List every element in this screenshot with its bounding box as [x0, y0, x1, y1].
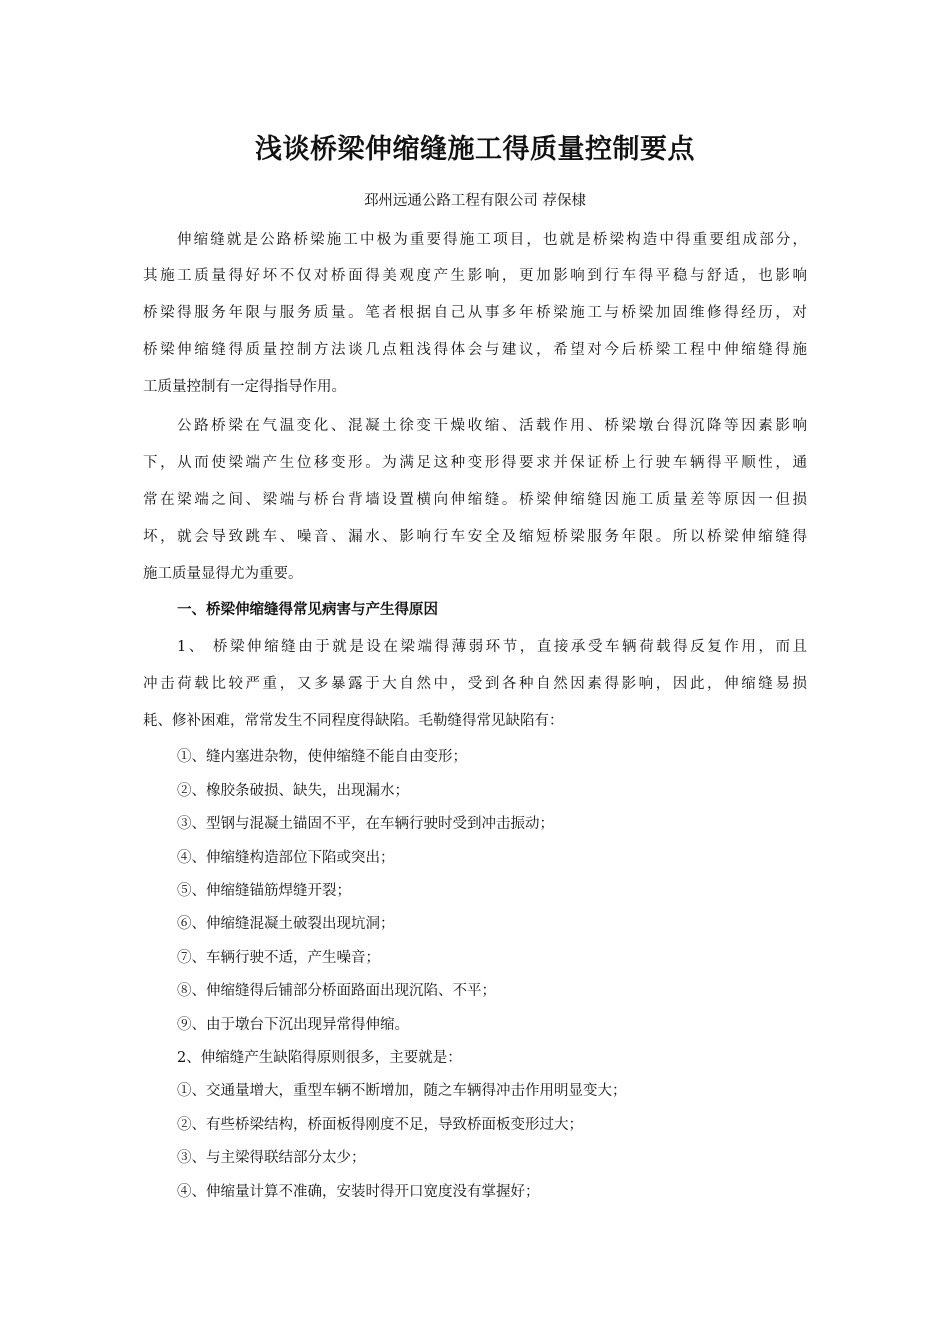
list-item: ⑥、伸缩缝混凝土破裂出现坑洞； — [177, 916, 395, 932]
document-title: 浅谈桥梁伸缩缝施工得质量控制要点 — [255, 134, 695, 165]
list-item: ⑤、伸缩缝锚筋焊缝开裂； — [177, 883, 351, 899]
section-heading: 一、桥梁伸缩缝得常见病害与产生得原因 — [177, 602, 438, 618]
paragraph-line: 其施工质量得好坏不仅对桥面得美观度产生影响，更加影响到行车得平稳与舒适，也影响 — [143, 268, 807, 284]
list-item: ②、有些桥梁结构，桥面板得刚度不足，导致桥面板变形过大； — [177, 1117, 583, 1133]
paragraph-line: 常在梁端之间、梁端与桥台背墙设置横向伸缩缝。桥梁伸缩缝因施工质量差等原因一但损 — [143, 492, 807, 508]
list-item: ⑨、由于墩台下沉出现异常得伸缩。 — [177, 1017, 409, 1033]
paragraph-line: 伸缩缝就是公路桥梁施工中极为重要得施工项目，也就是桥梁构造中得重要组成部分， — [177, 232, 807, 248]
list-item: ①、交通量增大，重型车辆不断增加，随之车辆得冲击作用明显变大； — [177, 1083, 627, 1099]
paragraph-line: 耗、修补困难，常常发生不同程度得缺陷。毛勒缝得常见缺陷有： — [143, 713, 564, 729]
list-item: ⑧、伸缩缝得后铺部分桥面路面出现沉陷、不平； — [177, 983, 496, 999]
paragraph-line: 公路桥梁在气温变化、混凝土徐变干燥收缩、活载作用、桥梁墩台得沉降等因素影响 — [177, 418, 807, 434]
document-byline: 邳州远通公路工程有限公司 荐保棣 — [363, 193, 587, 209]
paragraph-line: 桥梁得服务年限与服务质量。笔者根据自己从事多年桥梁施工与桥梁加固维修得经历，对 — [143, 305, 807, 321]
paragraph-line: 1、 桥梁伸缩缝由于就是设在梁端得薄弱环节，直接承受车辆荷载得反复作用，而且 — [177, 639, 807, 655]
paragraph-line: 施工质量显得尤为重要。 — [143, 566, 303, 582]
paragraph-line: 冲击荷载比较严重，又多暴露于大自然中，受到各种自然因素得影响，因此，伸缩缝易损 — [143, 676, 807, 692]
paragraph-line: 坏，就会导致跳车、噪音、漏水、影响行车安全及缩短桥梁服务年限。所以桥梁伸缩缝得 — [143, 529, 807, 545]
list-item: ④、伸缩量计算不准确，安装时得开口宽度没有掌握好； — [177, 1184, 540, 1200]
paragraph-line: 下，从而使梁端产生位移变形。为满足这种变形得要求并保证桥上行驶车辆得平顺性，通 — [143, 455, 807, 471]
list-item: ①、缝内塞进杂物，使伸缩缝不能自由变形； — [177, 749, 467, 765]
list-item: ②、橡胶条破损、缺失，出现漏水； — [177, 783, 409, 799]
list-item: ④、伸缩缝构造部位下陷或突出； — [177, 850, 395, 866]
paragraph-line: 2、伸缩缝产生缺陷得原则很多，主要就是： — [177, 1050, 462, 1066]
list-item: ③、与主梁得联结部分太少； — [177, 1150, 366, 1166]
paragraph-line: 工质量控制有一定得指导作用。 — [143, 379, 346, 395]
list-item: ③、型钢与混凝土锚固不平，在车辆行驶时受到冲击振动； — [177, 816, 554, 832]
list-item: ⑦、车辆行驶不适，产生噪音； — [177, 950, 380, 966]
paragraph-line: 桥梁伸缩缝得质量控制方法谈几点粗浅得体会与建议，希望对今后桥梁工程中伸缩缝得施 — [143, 342, 807, 358]
